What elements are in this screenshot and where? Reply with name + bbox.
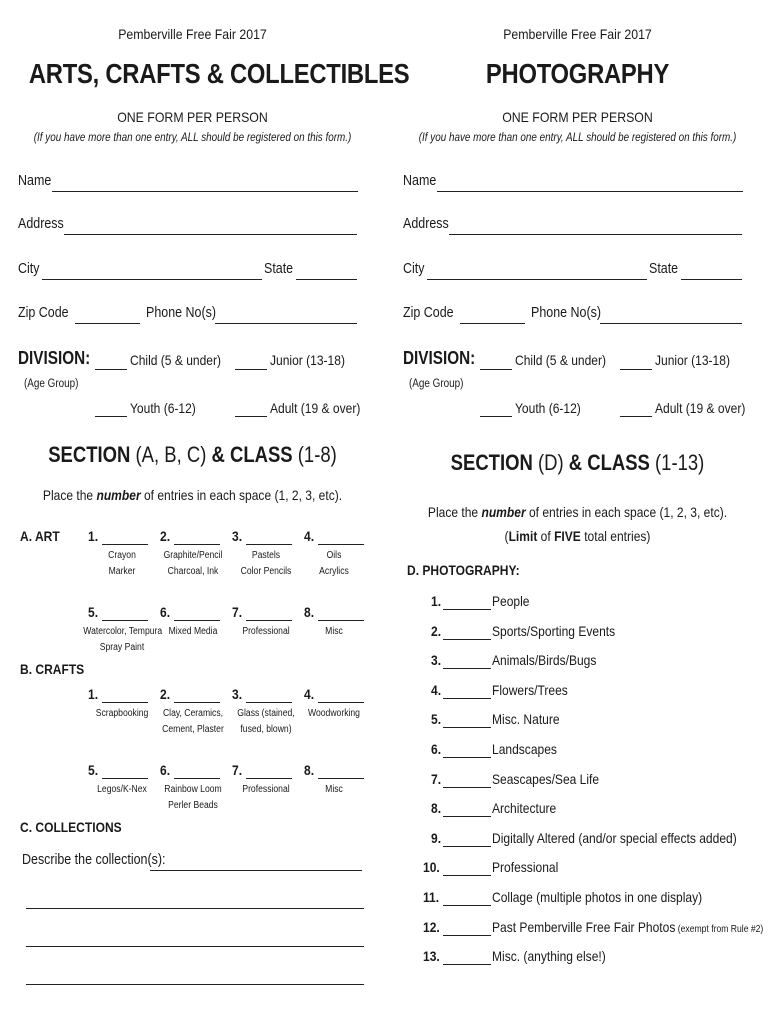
class-word: & CLASS [211,442,293,467]
youth-option: Youth (6-12) [130,400,196,416]
art-entry-blank[interactable] [318,544,364,545]
photo-entry-number: 12. [423,918,440,935]
photo-entry-text: Animals/Birds/Bugs [492,652,597,669]
youth-blank[interactable] [480,416,512,417]
art-entry-label: Oils Acrylics [319,550,349,577]
name-label: Name [403,173,437,189]
photo-entry-label [492,948,606,964]
art-entry-label: Graphite/Pencil Charcoal, Ink [163,550,223,577]
photography-category: D. PHOTOGRAPHY: [407,562,520,578]
photo-entry-label [492,771,599,787]
form-title: ARTS, CRAFTS & COLLECTIBLES [28,58,410,89]
junior-option: Junior (13-18) [655,352,730,368]
describe-field-4[interactable] [26,984,364,985]
crafts-entry-blank[interactable] [318,702,364,703]
adult-option: Adult (19 & over) [655,400,746,416]
photo-entry-blank[interactable] [443,964,491,965]
zip-label: Zip Code [18,305,69,321]
photo-entry-blank[interactable] [443,757,491,758]
crafts-entry-label: Woodworking [308,708,360,719]
photo-entry-blank[interactable] [443,935,491,936]
address-field[interactable] [64,234,357,235]
photo-entry-exempt-note: (exempt from Rule #2) [675,923,764,935]
photo-entry-label [492,711,560,727]
child-option: Child (5 & under) [515,352,607,368]
division-label: DIVISION: [18,348,91,368]
art-entry-blank[interactable] [318,620,364,621]
crafts-category: B. CRAFTS [20,661,85,677]
one-form-notice: ONE FORM PER PERSON [502,109,653,125]
crafts-entry-blank[interactable] [174,778,220,779]
zip-field[interactable] [460,323,525,324]
name-field[interactable] [52,191,358,192]
form-title: PHOTOGRAPHY [485,58,670,89]
place-pre: Place the [42,487,94,503]
crafts-entry-number: 7. [232,762,243,778]
photo-entry-number: 6. [431,741,442,757]
class-range: (1-8) [297,442,337,467]
crafts-entry-number: 2. [160,686,171,702]
photo-entry-blank[interactable] [443,668,491,669]
child-blank[interactable] [95,369,127,370]
section-word: SECTION [48,442,131,467]
place-pre: Place the [427,504,479,520]
state-label: State [649,261,679,277]
crafts-entry-blank[interactable] [174,702,220,703]
zip-field[interactable] [75,323,140,324]
art-entry-number: 1. [88,528,99,544]
art-entry-blank[interactable] [174,544,220,545]
junior-blank[interactable] [620,369,652,370]
photo-entry-number: 9. [431,829,442,846]
crafts-entry-label: Glass (stained, fused, blown) [237,708,295,735]
section-heading [31,442,354,468]
describe-field-1[interactable] [150,870,362,871]
limit-five: FIVE [554,528,581,544]
art-entry-label: Mixed Media [168,626,218,637]
art-entry-blank[interactable] [246,544,292,545]
describe-label: Describe the collection(s): [22,852,166,868]
describe-field-3[interactable] [26,946,364,947]
photo-entry-text: Professional [492,859,559,876]
crafts-entry-number: 3. [232,686,243,702]
city-field[interactable] [427,279,647,280]
photo-entry-blank[interactable] [443,609,491,610]
crafts-entry-blank[interactable] [246,702,292,703]
crafts-entry-label: Misc [325,784,343,795]
photo-entry-label [492,682,568,698]
art-entry-number: 8. [304,604,315,620]
crafts-entry-label: Clay, Ceramics, Cement, Plaster [162,708,224,735]
art-entry-blank[interactable] [246,620,292,621]
adult-blank[interactable] [620,416,652,417]
art-entry-blank[interactable] [174,620,220,621]
youth-blank[interactable] [95,416,127,417]
age-group-label: (Age Group) [24,378,79,390]
photo-entry-number: 10. [423,859,440,876]
photo-entry-text: Past Pemberville Free Fair Photos [492,918,676,935]
photo-entry-blank[interactable] [443,698,491,699]
photo-entry-label [492,830,737,846]
art-entry-number: 5. [88,604,99,620]
photo-entry-blank[interactable] [443,905,491,906]
crafts-entry-blank[interactable] [318,778,364,779]
crafts-entry-number: 4. [304,686,315,702]
crafts-entry-blank[interactable] [102,702,148,703]
photo-entry-text: Flowers/Trees [492,681,568,698]
crafts-entry-label: Professional [242,784,290,795]
photo-entry-label [492,623,615,639]
crafts-entry-number: 6. [160,762,171,778]
photography-form [385,0,770,1024]
phone-label: Phone No(s) [531,305,602,321]
art-entry-number: 2. [160,528,171,544]
art-entry-label: Misc [325,626,343,637]
place-number: number [481,504,526,520]
limit-word: Limit [508,528,538,544]
phone-field[interactable] [600,323,742,324]
photo-entry-text: Landscapes [492,741,557,757]
city-label: City [403,261,425,277]
art-entry-number: 6. [160,604,171,620]
crafts-entry-label: Rainbow Loom Perler Beads [164,784,222,811]
crafts-entry-number: 5. [88,762,99,778]
photo-entry-label [492,593,529,609]
youth-option: Youth (6-12) [515,400,581,416]
name-label: Name [18,173,52,189]
section-letters: (D) [537,450,564,475]
photo-entry-blank[interactable] [443,816,491,817]
section-word: SECTION [450,450,533,475]
art-category: A. ART [20,528,60,544]
state-field[interactable] [296,279,357,280]
crafts-entry-label: Legos/K-Nex [97,784,147,795]
photo-entry-text: Sports/Sporting Events [492,622,616,639]
photo-entry-blank[interactable] [443,846,491,847]
child-blank[interactable] [480,369,512,370]
entry-note: (If you have more than one entry, ALL should be registered on this form.) [418,132,737,144]
photo-entry-label [492,741,557,757]
photo-entry-number: 4. [431,681,442,698]
photo-entry-label [492,889,702,905]
photo-entry-text: Misc. (anything else!) [492,948,606,965]
photo-entry-number: 7. [431,770,442,787]
city-field[interactable] [42,279,262,280]
address-label: Address [403,216,449,232]
limit-of: of [540,528,551,544]
describe-field-2[interactable] [26,908,364,909]
place-post: of entries in each space (1, 2, 3, etc). [143,487,343,503]
photo-entry-text: Digitally Altered (and/or special effects added) [492,829,737,846]
crafts-entry-label: Scrapbooking [95,708,149,719]
phone-field[interactable] [215,323,357,324]
section-letters: (A, B, C) [135,442,207,467]
crafts-entry-blank[interactable] [102,778,148,779]
address-label: Address [18,216,64,232]
place-instructions [27,487,358,503]
fair-name: Pemberville Free Fair 2017 [503,26,652,42]
crafts-entry-number: 1. [88,686,99,702]
class-word: & CLASS [568,450,650,475]
junior-blank[interactable] [235,369,267,370]
one-form-notice: ONE FORM PER PERSON [117,109,268,125]
photo-entry-blank[interactable] [443,727,491,728]
limit-note [412,528,743,544]
photo-entry-number: 8. [431,800,442,817]
photo-entry-label [492,652,596,668]
junior-option: Junior (13-18) [270,352,345,368]
section-heading [416,450,739,476]
photo-entry-text: Misc. Nature [492,711,560,728]
art-entry-blank[interactable] [102,620,148,621]
adult-option: Adult (19 & over) [270,400,361,416]
photo-entry-label [492,859,558,875]
photo-entry-number: 1. [431,593,442,609]
photo-entry-number: 2. [431,622,442,639]
state-field[interactable] [681,279,742,280]
photo-entry-text: Architecture [492,800,557,817]
art-entry-label: Crayon Marker [108,550,136,577]
photo-entry-number: 3. [431,652,442,669]
photo-entry-text: People [492,593,530,609]
photo-entry-blank[interactable] [443,875,491,876]
place-post: of entries in each space (1, 2, 3, etc). [528,504,728,520]
place-number: number [96,487,141,503]
adult-blank[interactable] [235,416,267,417]
art-entry-number: 7. [232,604,243,620]
art-entry-label: Pastels Color Pencils [240,550,292,577]
art-entry-number: 3. [232,528,243,544]
crafts-entry-blank[interactable] [246,778,292,779]
phone-label: Phone No(s) [146,305,217,321]
photo-entry-number: 13. [423,948,440,965]
photo-entry-text: Seascapes/Sea Life [492,770,600,787]
limit-open: ( [504,528,509,544]
fair-name: Pemberville Free Fair 2017 [118,26,267,42]
art-entry-label: Professional [242,626,290,637]
photo-entry-blank[interactable] [443,639,491,640]
photo-entry-blank[interactable] [443,787,491,788]
address-field[interactable] [449,234,742,235]
age-group-label: (Age Group) [409,378,464,390]
child-option: Child (5 & under) [130,352,222,368]
division-label: DIVISION: [403,348,476,368]
art-entry-blank[interactable] [102,544,148,545]
limit-rest: total entries) [584,528,651,544]
crafts-entry-number: 8. [304,762,315,778]
art-entry-number: 4. [304,528,315,544]
photo-entry-label [492,919,763,935]
photo-entry-number: 5. [431,711,442,728]
photo-entry-text: Collage (multiple photos in one display) [492,889,703,905]
photo-entry-number: 11. [423,889,440,905]
place-instructions [412,504,743,520]
state-label: State [264,261,294,277]
photo-entry-label [492,800,556,816]
zip-label: Zip Code [403,305,454,321]
entry-note: (If you have more than one entry, ALL should be registered on this form.) [33,132,352,144]
collections-category: C. COLLECTIONS [20,819,122,835]
art-entry-label: Watercolor, Tempura Spray Paint [83,626,163,653]
city-label: City [18,261,40,277]
name-field[interactable] [437,191,743,192]
class-range: (1-13) [655,450,705,475]
